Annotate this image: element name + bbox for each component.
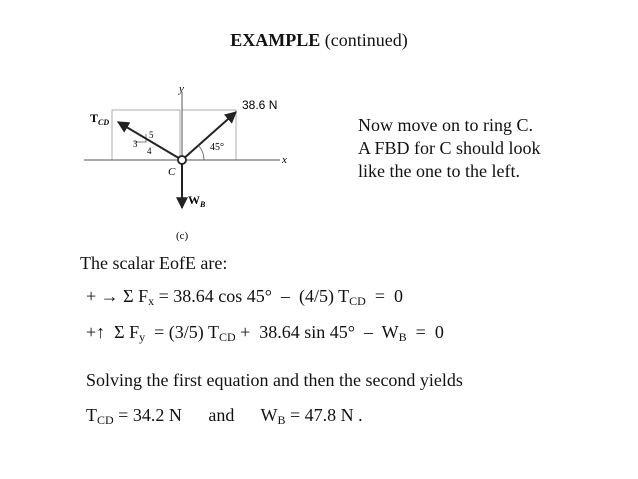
angle-arc bbox=[198, 145, 204, 160]
eq2-tail: = 0 bbox=[406, 322, 444, 342]
result-w: W bbox=[260, 405, 278, 425]
eq2-sub3: B bbox=[398, 330, 407, 344]
eq1-prefix: + → Σ F bbox=[86, 286, 149, 306]
eq2-sub2: CD bbox=[218, 330, 236, 344]
result-w-value: = 47.8 N . bbox=[285, 405, 363, 425]
eq2-body2: + 38.64 sin 45° – W bbox=[235, 322, 399, 342]
equation-fy bbox=[86, 322, 444, 343]
angle-label: 45° bbox=[210, 142, 224, 153]
triangle-base-label: 4 bbox=[147, 146, 152, 156]
tcd-label: $T_{CD}$ bbox=[90, 111, 110, 127]
slide-title bbox=[0, 30, 638, 51]
intro-text: The scalar EofE are: bbox=[80, 253, 228, 273]
ring-label: C bbox=[168, 166, 176, 178]
y-axis-label: y bbox=[179, 83, 184, 95]
equation-fx bbox=[86, 286, 403, 307]
eq2-body: = (3/5) T bbox=[145, 322, 219, 342]
eq1-body: = 38.64 cos 45° – (4/5) T bbox=[154, 286, 350, 306]
title-rest: (continued) bbox=[324, 30, 408, 50]
eq1-sub: x bbox=[148, 294, 155, 308]
result-w-sub: B bbox=[277, 413, 286, 427]
result-t-value: = 34.2 N bbox=[113, 405, 182, 425]
force-vector bbox=[182, 112, 236, 160]
title-bold: EXAMPLE bbox=[230, 30, 321, 50]
eq1-sub2: CD bbox=[349, 294, 366, 308]
result-t-sub: CD bbox=[97, 413, 114, 427]
eq2-prefix: +↑ Σ F bbox=[86, 322, 140, 342]
note-line: A FBD for C should look bbox=[358, 138, 541, 158]
note-line: Now move on to ring C. bbox=[358, 115, 533, 135]
triangle-hyp-label: 5 bbox=[149, 130, 154, 140]
wb-label: $W_B$ bbox=[188, 193, 206, 209]
diagram-caption: (c) bbox=[176, 230, 189, 242]
explanation-note bbox=[358, 114, 598, 183]
eq1-tail: = 0 bbox=[365, 286, 403, 306]
force-label: 38.6 N bbox=[242, 98, 278, 112]
result-line bbox=[86, 405, 363, 426]
ring-c bbox=[178, 156, 186, 164]
result-and: and bbox=[208, 405, 235, 425]
free-body-diagram bbox=[84, 82, 294, 242]
solving-text: Solving the first equation and then the second yields bbox=[86, 370, 463, 390]
x-axis-label: x bbox=[282, 154, 287, 166]
note-line: like the one to the left. bbox=[358, 161, 520, 181]
triangle-side-label: 3 bbox=[133, 139, 138, 149]
eq2-sub: y bbox=[139, 330, 146, 344]
result-t: T bbox=[86, 405, 97, 425]
